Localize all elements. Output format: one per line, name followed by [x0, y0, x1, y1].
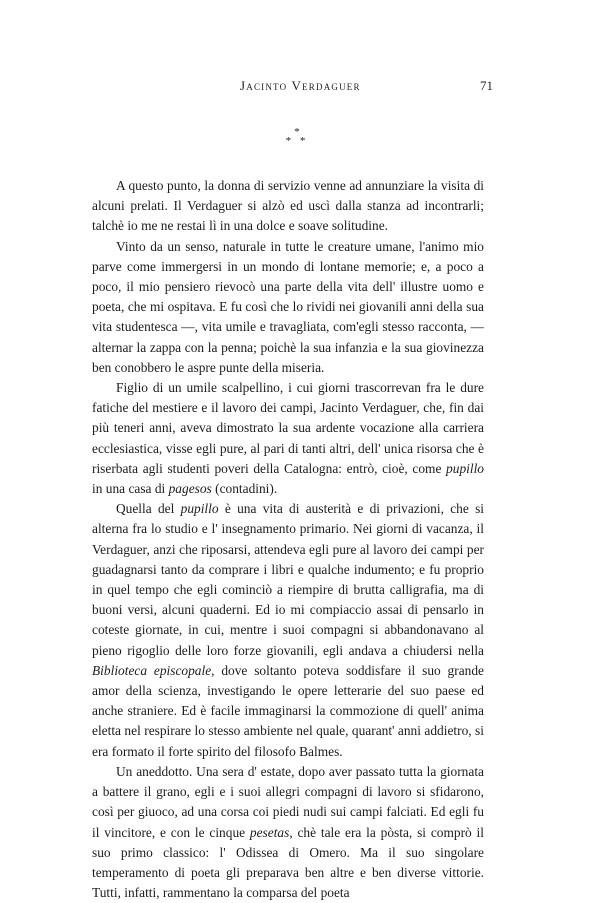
- paragraph-text: è una vita di austerità e di privazioni, che si alterna fra lo studio e l' insegnamento primario. Nei giorni di vacanza, il Verdaguer, anzi che riposarsi, attendeva egli pure al lavoro dei campi per guadagnarsi tanto da comprare i libri e qualche indumento; e fu proprio in quel tempo che egli cominciò a riempire di brutta calligrafia, ma di buoni versi, alcuni quaderni. Ed io mi compiaccio assai di pensarlo in coteste giornate, in cui, mentre i suoi compagni si abbandonavano al pieno rigoglio delle loro forze giovanili, egli andava a chiudersi nella: [92, 501, 485, 658]
- paragraph-4: [92, 499, 484, 762]
- paragraph-text: Figlio di un umile scalpellino, i cui giorni trascorrevan fra le dure fatiche del mestiere e il lavoro dei campi, Jacinto Verdaguer, che, fin dai più teneri anni, aveva dimostrato la sua ardente vocazione alla carriera ecclesiastica, visse egli pure, al pari di tanti altri, dell' unica risorsa che è riserbata agli studenti poveri della Catalogna: entrò, cioè, come: [92, 380, 484, 476]
- paragraph-text: Un aneddotto. Una sera d' estate, dopo aver passato tutta la giornata a battere il grano, egli e i suoi allegri compagni di lavoro si sfidarono, così per giuoco, ad una corsa coi piedi nudi sui campi falciati. Ed egli fu il vincitore, e con le cinque: [92, 763, 484, 840]
- body-text: [92, 176, 484, 903]
- italic-term: pupillo: [446, 460, 484, 476]
- paragraph-2: [92, 237, 484, 378]
- paragraph-text: A questo punto, la donna di servizio venne ad annunziare la visita di alcuni prelati. Il Verdaguer si alzò ed uscì dalla stanza ad incontrarli; talchè io me ne restai lì in una dolce e soave solitudine.: [92, 178, 484, 234]
- italic-term: pagesos: [168, 481, 212, 497]
- paragraph-text: , dove soltanto poteva soddisfare il suo grande amor della scienza, investigando le opere letterarie del suo paese ed anche straniere. Ed è facile immaginarsi la commozione di quell' anima eletta nel respirare lo stesso ambiente nel quale, quarant' anni addietro, si era formato il forte spirito del filosofo Balmes.: [92, 662, 484, 759]
- running-title: Jacinto Verdaguer: [240, 78, 361, 93]
- section-asterism: [282, 128, 312, 146]
- italic-term: Biblioteca episcopale: [92, 662, 212, 678]
- asterism-bottom: * *: [285, 135, 309, 147]
- paragraph-text: Quella del: [116, 501, 181, 517]
- paragraph-3: [92, 378, 484, 499]
- italic-term: pupillo: [180, 501, 219, 517]
- paragraph-5: [92, 762, 484, 903]
- asterism-top: *: [294, 126, 300, 138]
- paragraph-1: [92, 176, 484, 237]
- page-number: 71: [480, 78, 493, 93]
- italic-term: pesetas: [249, 824, 290, 840]
- paragraph-text: Vinto da un senso, naturale in tutte le creature umane, l'animo mio parve come immergersi in un mondo di lontane memorie; e, a poco a poco, il mio pensiero rievocò una parte della vita dell' illustre uomo e poeta, che mi ospitava. E fu così che lo rividi nei giovanili anni della sua vita studentesca —, vita umile e travagliata, com'egli stesso racconta, — alternar la zappa con la penna; poichè la sua infanzia e la sua giovinezza ben conobbero le aspre punte della miseria.: [92, 238, 484, 375]
- paragraph-text: in una casa di: [92, 481, 169, 497]
- running-header: [0, 78, 615, 98]
- paragraph-text: , chè tale era la pòsta, si comprò il suo primo classico: l' Odissea di Omero. Ma il suo singolare temperamento di poeta gli preparava ben altre e ben diverse vittorie. Tutti, infatti, rammentano la comparsa del poeta: [92, 824, 484, 901]
- paragraph-text: (contadini).: [211, 481, 278, 497]
